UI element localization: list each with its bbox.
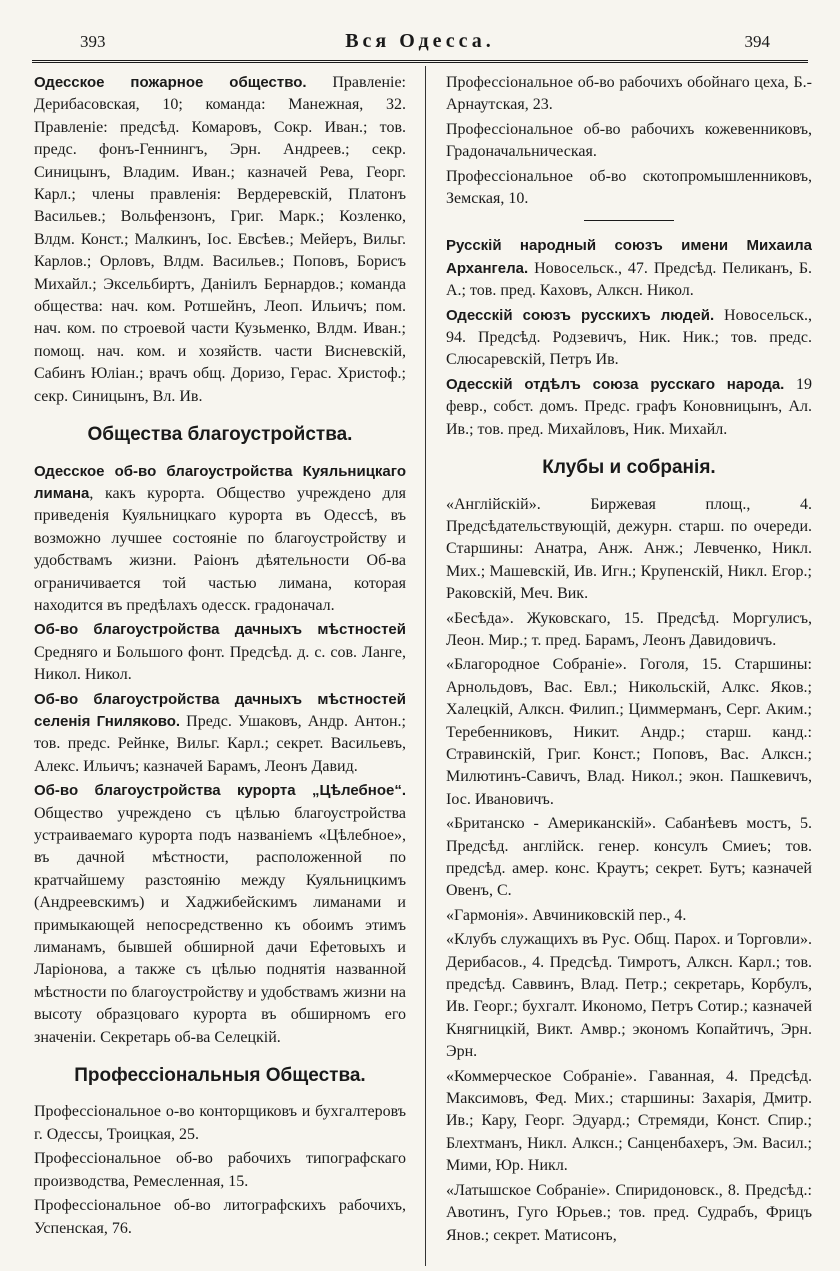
entry-name: Русскій народный союзъ имени Михаила Архангела. — [446, 237, 812, 277]
entry-name: Одесское об-во благоустройства Куяльницкаго лимана — [34, 462, 406, 502]
entry-name: Об-во благоустройства дачныхъ мѣстностей селенія Гниляково. — [34, 690, 406, 730]
page-number-right: 394 — [744, 32, 770, 51]
entry-gnilyakovo — [34, 689, 406, 779]
entry-name: Об-во благоустройства курорта „Цѣлебное“. — [34, 782, 406, 800]
entry-cattle-dealers: Профессіональное об-во скотопромышленниковъ, Земская, 10. — [446, 167, 812, 208]
entry-upholsterers: Профессіональное об-во рабочихъ обойнаго цеха, Б.-Арнаутская, 23. — [446, 74, 812, 114]
club-british-american: «Британско - Американскій». Сабанѣевъ мостъ, 5. Предсѣд. англійск. генер. консулъ Смиеъ; тов. предсѣд. амер. конс. Краутъ; секрет. Бутъ; казначей Овенъ, С. — [446, 815, 812, 900]
entry-name: Об-во благоустройства дачныхъ мѣстностей — [34, 621, 406, 639]
entry-text: Средняго и Большого фонт. Предсѣд. д. с. сов. Ланге, Никол. Никол. — [34, 643, 406, 684]
entry-russian-people-dept — [446, 374, 812, 441]
club-noble-assembly: «Благородное Собраніе». Гоголя, 15. Старшины: Арнольдовъ, Вас. Евл.; Никольскій, Алкс. Яков.; Халецкій, Алксн. Филип.; Циммерманъ, Серг. Аким.; Теребенниковъ, Никит. Андр.; старш. канд.: Стравинскій, Григ. Конст.; Поповъ, Вас. Алксн.; Милютинъ-Савичъ, Влад. Никол.; экон. Пашкевичъ, Іос. Ивановичъ. — [446, 656, 812, 808]
entry-name: Одесское пожарное общество. — [34, 74, 307, 91]
club-beseda: «Бесѣда». Жуковскаго, 15. Предсѣд. Моргулисъ, Леон. Мир.; т. пред. Барамъ, Леонъ Давидовичъ. — [446, 609, 812, 649]
running-title: Вся Одесса. — [345, 30, 495, 52]
entry-printers: Профессіональное об-во рабочихъ типографскаго производства, Ремесленная, 15. — [34, 1150, 406, 1190]
entry-clerks: Профессіональное о-во конторщиковъ и бухгалтеровъ г. Одессы, Троицкая, 25. — [34, 1103, 406, 1143]
entry-tselebnoe — [34, 780, 406, 1049]
section-heading-clubs: Клубы и собранія. — [542, 457, 716, 479]
club-english: «Англійскій». Биржевая площ., 4. Предсѣдательствующій, дежурн. старш. по очереди. Старшины: Анатра, Анж. Анж.; Левченко, Никл. Мих.; Машевскій, Ив. Игн.; Крупенскій, Никл. Егор.; Раковскій, Меч. Вик. — [446, 495, 812, 603]
section-heading-improvement: Общества благоустройства. — [87, 424, 353, 446]
entry-text: 19 февр., собст. домъ. Предс. графъ Коновницынъ, Ал. Ив.; тов. пред. Михайловъ, Ник. Михайл. — [446, 375, 812, 438]
entry-text: Новосельск., 94. Предсѣд. Родзевичъ, Ник. Ник.; тов. предс. Слюсаревскій, Петръ Ив. — [446, 306, 812, 369]
entry-text: , какъ курорта. Общество учреждено для приведенія Куяльницкаго курорта въ Одессѣ, въ возможно лучшее состояніе по благоустройству и удобствамъ жизни. Раіонъ дѣятельности Об-ва ограничивается той частью лимана, которая находится въ предѣлахъ одесск. градоначал. — [34, 484, 406, 614]
entry-michael-union — [446, 235, 812, 302]
entry-text: Общество учреждено съ цѣлью благоустройства устраиваемаго курорта подъ названіемъ «Цѣлебное», въ дачной мѣстности, расположенной по кратчайшему разстоянію между Куяльницкимъ (Андреевскимъ) и Хаджибейскимъ лиманами и примыкающей непосредственно къ обоимъ этимъ лиманамъ, бывшей обширной дачи Ефетовыхъ и Ларіонова, а также съ цѣлью поднятія названной мѣстности по благоустройству и удобствамъ жизни на высоту образцоваго курорта въ обширномъ его значеніи. Секретарь об-ва Селецкій. — [34, 804, 406, 1046]
entry-text: Предс. Ушаковъ, Андр. Антон.; тов. предс. Рейнке, Вильг. Карл.; секрет. Васильевъ, Алекс. Ильичъ; казначей Барамъ, Леонъ Давид. — [34, 712, 406, 775]
entry-fire-society — [34, 72, 406, 408]
entry-text: Новосельск., 47. Предсѣд. Пеликанъ, Б. А.; тов. пред. Каховъ, Алксн. Никол. — [446, 259, 812, 300]
separator-rule — [584, 220, 674, 221]
entry-tanners: Профессіональное об-во рабочихъ кожевенниковъ, Градоначальническая. — [446, 120, 812, 161]
entry-lithographers: Профессіональное об-во литографскихъ рабочихъ, Успенская, 76. — [34, 1197, 406, 1237]
page-header — [32, 28, 808, 58]
club-latvian: «Латышское Собраніе». Спиридоновск., 8. Предсѣд.: Авотинъ, Гуго Юрьев.; тов. пред. Судрабъ, Фрицъ Янов.; секрет. Матисонъ, — [446, 1181, 812, 1244]
club-employees: «Клубъ служащихъ въ Рус. Общ. Парох. и Торговли». Дерибасов., 4. Предсѣд. Тимротъ, Алксн. Карл.; тов. предсѣд. Саввинъ, Влад. Петр.; секретарь, Корбулъ, Ив. Георг.; бухгалт. Икономо, Петръ Сотир.; казначей Княгницкій, Викт. Амвр.; экономъ Копайтичъ, Эрн. Эрн. — [446, 931, 812, 1061]
club-commercial: «Коммерческое Собраніе». Гаванная, 4. Предсѣд. Максимовъ, Фед. Мих.; старшины: Захарія, Дмитр. Ив.; Кару, Георг. Эдуард.; Стремяди, Конст. Спир.; Блехтманъ, Никл. Алксн.; Санценбахеръ, Эм. Васил.; Мими, Юр. Никл. — [446, 1067, 812, 1175]
entry-russian-people-union — [446, 305, 812, 372]
section-heading-professional: Профессіональныя Общества. — [74, 1065, 366, 1087]
left-column — [34, 72, 406, 1263]
entry-name: Одесскій отдѣлъ союза русскаго народа. — [446, 375, 785, 393]
page-number-left: 393 — [80, 32, 106, 51]
entry-dacha-fontan — [34, 619, 406, 686]
right-column — [446, 72, 812, 1263]
club-harmony: «Гармонія». Авчиниковскій пер., 4. — [446, 906, 687, 924]
header-rule — [32, 60, 808, 63]
entry-kuyalnik — [34, 461, 406, 618]
entry-text: Правленіе: Дерибасовская, 10; команда: Манежная, 32. Правленіе: предсѣд. Комаровъ, Сокр. Иван.; тов. предс. фонъ-Геннингъ, Эрн. Андреев.; секр. Синицынъ, Владим. Иван.; казначей Рева, Георг. Карл.; члены правленія: Вердеревскій, Платонъ Васильев.; Вольфензонъ, Григ. Марк.; Козленко, Влдм. Конст.; Малкинъ, Іос. Евсѣев.; Мейеръ, Вильг. Карлов.; Орловъ, Влдм. Васильев.; Поповъ, Борисъ Михайл.; Эксельбиртъ, Даніилъ Бернардов.; команда общества: нач. ком. Ротшейнъ, Леоп. Ильичъ; пом. нач. ком. по строевой части Кузьменко, Влдм. Иван.; помощ. нач. ком. и хозяйств. части Висневскій, Сабинъ Юліан.; врачъ общ. Доризо, Герас. Христоф.; секр. Синицынъ, Вл. Ив. — [34, 74, 406, 405]
entry-name: Одесскій союзъ русскихъ людей. — [446, 306, 715, 324]
column-divider — [425, 66, 426, 1266]
